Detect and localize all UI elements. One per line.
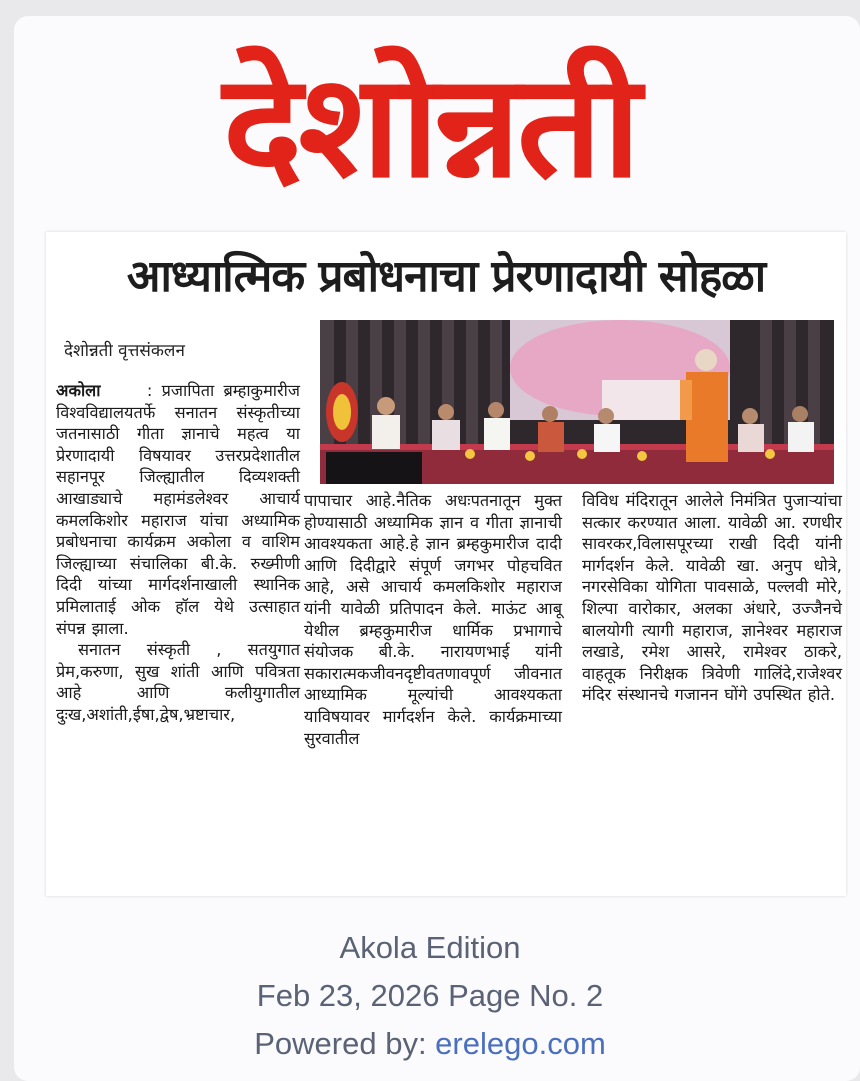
article-text: : प्रजापिता ब्रम्हाकुमारीज विश्वविद्यालयतर्फे सनातन संस्कृतीच्या जतनासाठी गीता ज्ञानाचे महत्व या प्रेरणादायी विषयावर उत्तरप्रदेशातील सहानपूर जिल्ह्यातील दिव्यशक्ती आखाड्याचे महामंडलेश्वर आचार्य कमलकिशोर महाराज यांचा अध्यामिक प्रबोधनाचा कार्यक्रम अकोला व वाशिम जिल्ह्याच्या संचालिका बी.के. रुख्मीणी दिदी यांच्या मार्गदर्शनाखाली स्थानिक प्रमिलाताई ओक हॉल येथे उत्साहात संपन्न झाला. [56, 381, 300, 638]
article-paragraph: सनातन संस्कृती , सतयुगात प्रेम,करुणा, सुख शांती आणि पवित्रता आहे आणि कलीयुगातील दुःख,अशांती,ईषा,द्वेष,भ्रष्टाचार, [56, 640, 300, 724]
article-headline: आध्यात्मिक प्रबोधनाचा प्रेरणादायी सोहळा [126, 251, 766, 302]
news-clipping [46, 232, 846, 896]
article-column-1 [56, 380, 300, 726]
edition-footer [0, 924, 860, 1068]
edition-name: Akola Edition [339, 930, 521, 965]
edition-date-page: Feb 23, 2026 Page No. 2 [256, 978, 604, 1013]
article-paragraph [56, 380, 300, 639]
article-dateline: अकोला [56, 381, 101, 400]
powered-by-label: Powered by: [254, 1026, 436, 1061]
article-column-3: विविध मंदिरातून आलेले निमंत्रित पुजाऱ्यांचा सत्कार करण्यात आला. यावेळी आ. रणधीर सावरकर,विलासपूरच्या राखी दिदी यांनी मार्गदर्शन केले. यावेळी खा. अनुप धोत्रे, नगरसेविका योगिता पावसाळे, पल्लवी मोरे, शिल्पा वारोकार, अलका अंधारे, उज्जैनचे बालयोगी त्यागी महाराज, ज्ञानेश्वर महाराज लखाडे, रमेश आसरे, रामेश्वर ठाकरे, वाहतूक निरीक्षक त्रिवेणी गालिंदे,राजेश्वर मंदिर संस्थानचे गजानन घोंगे उपस्थित होते. [582, 491, 842, 705]
article-column-2: पापाचार आहे.नैतिक अधःपतनातून मुक्त होण्यासाठी अध्यामिक ज्ञान व गीता ज्ञानाची आवश्यकता आहे.हे ज्ञान ब्रम्हकुमारीज दादी आणि दिदीद्वारे संपूर्ण जगभर पोहचवित आहे, असे आचार्य कमलकिशोर महाराज यांनी यावेळी प्रतिपादन केले. माऊंट आबू येथील ब्रम्हकुमारीज धार्मिक प्रभागाचे संयोजक बी.के. नारायणभाई यांनी सकारात्मकजीवनदृष्टीवतणावपूर्ण जीवनात आध्यामिक मूल्यांची आवश्यकता याविषयावर मार्गदर्शन केले. कार्यक्रमाच्या सुरवातील [304, 491, 562, 748]
event-photo [320, 320, 834, 484]
powered-by [0, 1020, 860, 1068]
powered-by-link[interactable]: erelego.com [435, 1026, 606, 1061]
event-photo-image [320, 320, 834, 484]
newspaper-logo: देशोन्नती [222, 44, 638, 210]
article-byline: देशोन्नती वृत्तसंकलन [64, 341, 185, 361]
masthead [0, 32, 860, 222]
